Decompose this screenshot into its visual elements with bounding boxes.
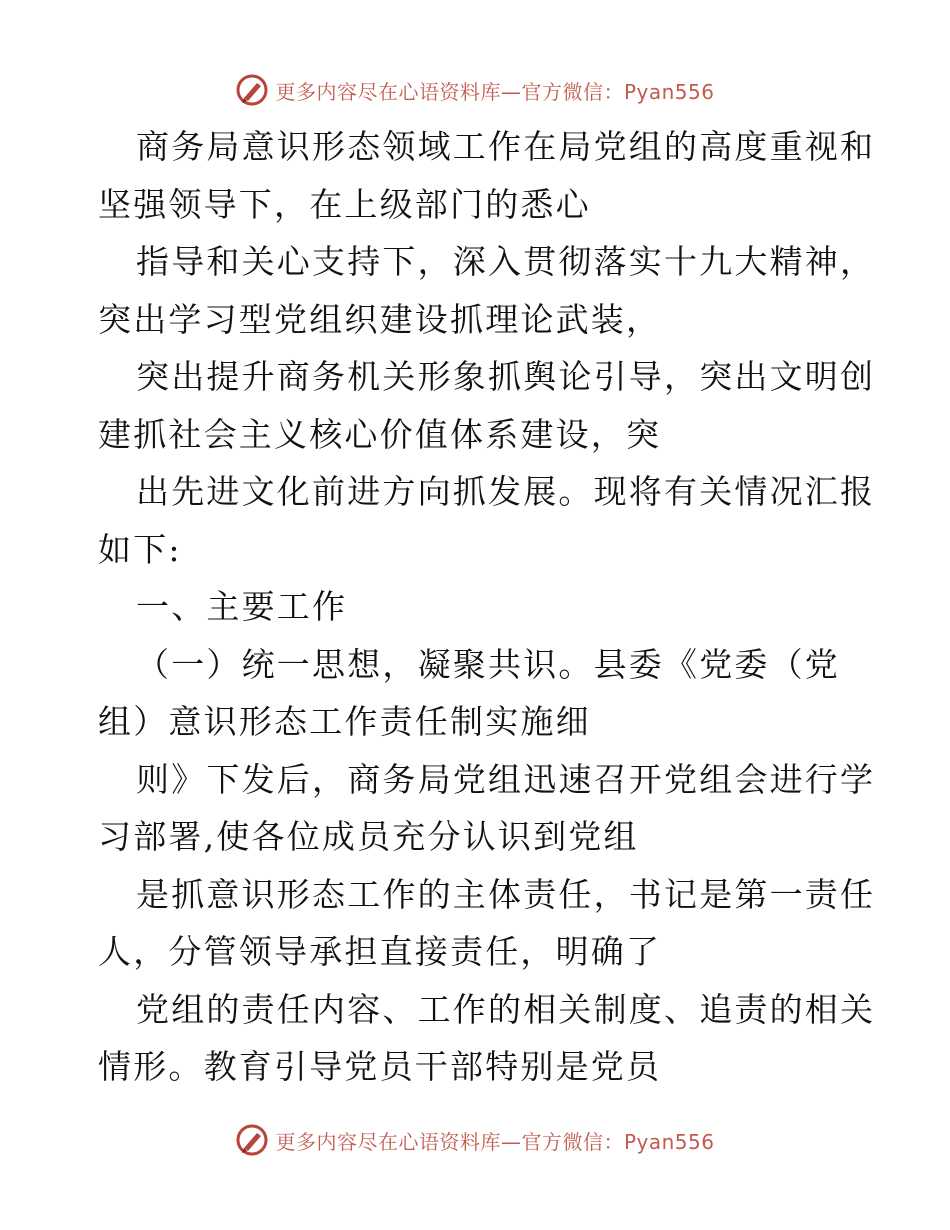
footer-watermark [0,1120,950,1160]
text-line: 建抓社会主义核心价值体系建设，突 [98,414,662,454]
header-watermark [0,70,950,110]
text-line: 商务局意识形态领域工作在局党组的高度重视和 [136,127,876,166]
text-line: 人，分管领导承担直接责任，明确了 [98,932,662,971]
document-body [98,118,876,1096]
text-line: 则》下发后，商务局党组迅速召开党组会进行学 [136,759,876,799]
pen-logo-icon [235,73,269,107]
text-line: （一）统一思想，凝聚共识。县委《党委（党 [136,644,840,684]
text-line: 组）意识形态工作责任制实施细 [98,702,591,741]
section-heading: 一、主要工作 [136,587,348,626]
text-line: 突出学习型党组织建设抓理论武装， [98,299,662,339]
text-line: 习部署,使各位成员充分认识到党组 [98,817,639,856]
text-line: 党组的责任内容、工作的相关制度、追责的相关 [136,989,876,1029]
text-line: 出先进文化前进方向抓发展。现将有关情况汇报 [136,472,876,511]
text-line: 坚强领导下，在上级部门的悉心 [98,184,591,224]
text-line: 指导和关心支持下，深入贯彻落实十九大精神， [136,242,876,281]
watermark-text: 更多内容尽在心语资料库—官方微信：Pyan556 [275,1129,715,1154]
text-line: 是抓意识形态工作的主体责任，书记是第一责任 [136,874,876,914]
text-line: 突出提升商务机关形象抓舆论引导，突出文明创 [136,357,876,396]
body-text [98,118,876,1096]
text-line: 情形。教育引导党员干部特别是党员 [98,1047,662,1086]
watermark-text: 更多内容尽在心语资料库—官方微信：Pyan556 [275,79,715,104]
pen-logo-icon [235,1123,269,1157]
text-line: 如下: [98,529,182,569]
